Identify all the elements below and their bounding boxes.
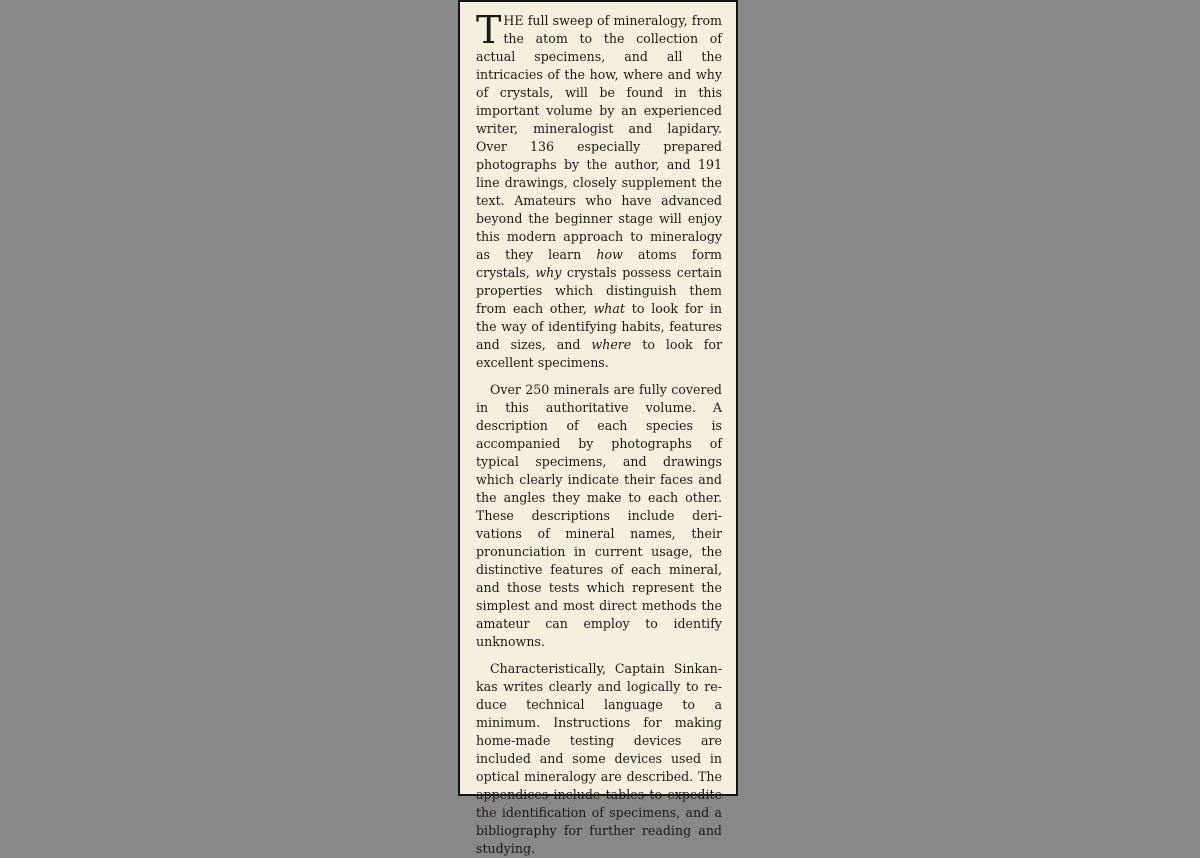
text-run: to look for excellent specimens. <box>476 337 722 370</box>
emphasis-how: how <box>596 247 623 262</box>
paragraph-author: Characteristically, Captain Sinkankas writes clearly and logically to reduce technical language to a minimum. Instructions for making home-made testing devices are included and some devices used in optical mineralogy are described. The appendices include tables to expedite the identification of specimens, and a bibliography for further reading and studying. <box>476 661 722 856</box>
flap-text <box>476 8 723 858</box>
text-run: to look for in the way of identifying habits, features and sizes, and <box>476 301 722 352</box>
emphasis-why: why <box>535 265 562 280</box>
drop-cap: T <box>476 8 502 52</box>
text-run: crystals possess certain properties which distinguish them from each other, <box>476 265 723 316</box>
paragraph-minerals: Over 250 minerals are fully covered in this authoritative volume. A description of each species is accompanied by photographs of typical specimens, and drawings which clearly indicate their faces and the angles they make to each other. These descriptions include derivations of mineral names, their pronunciation in current usage, the distinctive features of each mineral, and those tests which represent the simplest and most direct methods the amateur can employ to identify unknowns. <box>476 382 722 649</box>
paragraph-intro <box>476 8 723 372</box>
text-run: atoms form crystals, <box>476 247 722 280</box>
jacket-flap <box>458 0 738 856</box>
emphasis-where: where <box>591 337 632 352</box>
text-run: HE full sweep of mineralogy, from the atom to the collection of actual specimens, and all the intricacies of the how, where and why of crystals, will be found in this important volume by an experienced writer, mineralogist and lapidary. Over 136 especially prepared photographs by the author, and 191 line drawings, closely supplement the text. Amateurs who have advanced beyond the beginner stage will enjoy this modern approach to mineralogy as they learn <box>476 13 722 262</box>
emphasis-what: what <box>593 301 625 316</box>
